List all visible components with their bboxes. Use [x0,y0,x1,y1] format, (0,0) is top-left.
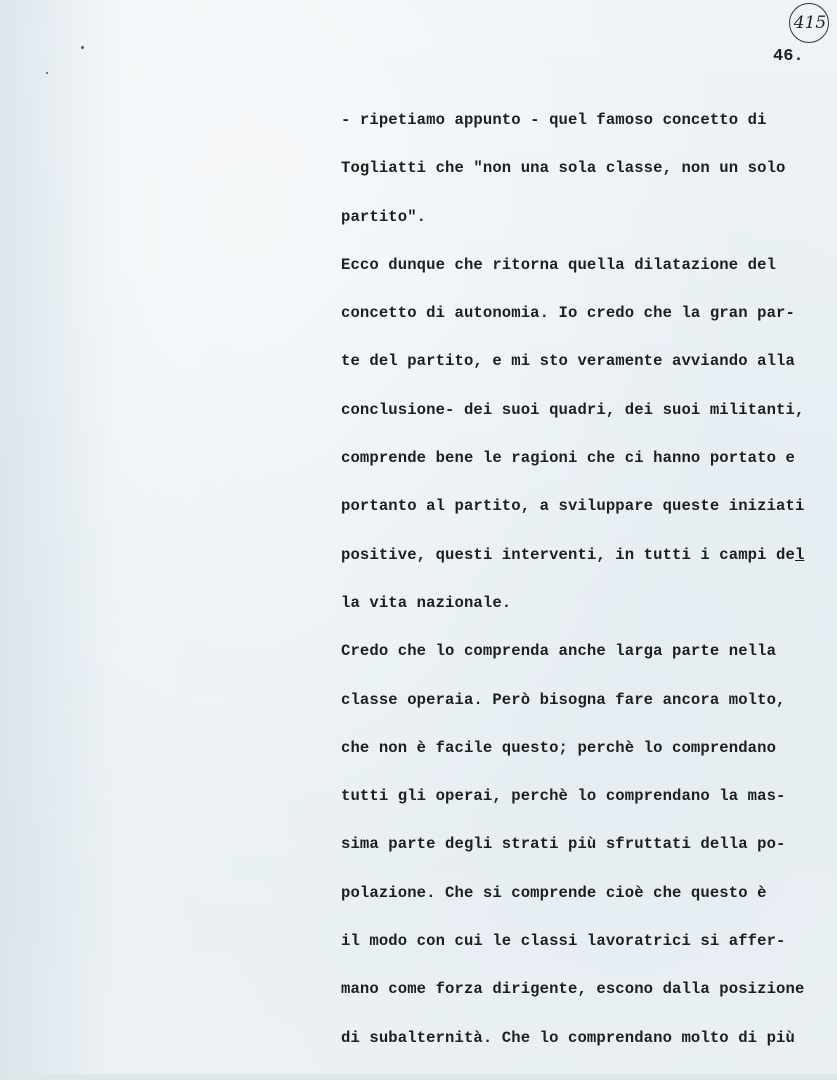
text-line: polazione. Che si comprende cioè che questo è [341,883,767,902]
text-line: classe operaia. Però bisogna fare ancora molto, [341,690,786,709]
page-bottom-edge [0,1074,837,1080]
text-line: Togliatti che "non una sola classe, non un solo [341,159,786,178]
text-line: Ecco dunque che ritorna quella dilatazione del [341,255,777,274]
text-line: che non è facile questo; perchè lo comprendano [341,738,777,757]
archive-stamp [789,3,829,43]
text-line: partito". [341,207,427,226]
typewritten-text [341,96,831,1062]
text-line: il modo con cui le classi lavoratrici si affer- [341,932,786,951]
archive-stamp-number: 415 [793,13,827,33]
text-line: sima parte degli strati più sfruttati della po- [341,835,786,854]
text-line: portanto al partito, a sviluppare queste iniziati [341,497,805,516]
text-line: comprende bene le ragioni che ci hanno portato e [341,449,795,468]
text-line-main: positive, questi interventi, in tutti i campi de [341,545,795,564]
paper-speck [46,72,48,74]
text-line: mano come forza dirigente, escono dalla posizione [341,980,805,999]
text-line: di subalternità. Che lo comprendano molto di più [341,1028,795,1047]
text-line: tutti gli operai, perchè lo comprendano la mas- [341,787,786,806]
text-line: concetto di autonomia. Io credo che la gran par- [341,304,795,323]
text-line [341,531,831,579]
text-line: te del partito, e mi sto veramente avviando alla [341,352,795,371]
text-line: Credo che lo comprenda anche larga parte nella [341,642,777,661]
text-line: conclusione- dei suoi quadri, dei suoi militanti, [341,400,805,419]
page-shadow [0,0,120,1080]
text-line: la vita nazionale. [341,593,512,612]
paper-speck [81,46,84,49]
text-line: - ripetiamo appunto - quel famoso concetto di [341,111,767,129]
page-number: 46. [773,47,804,66]
underlined-letter: l [794,545,805,564]
